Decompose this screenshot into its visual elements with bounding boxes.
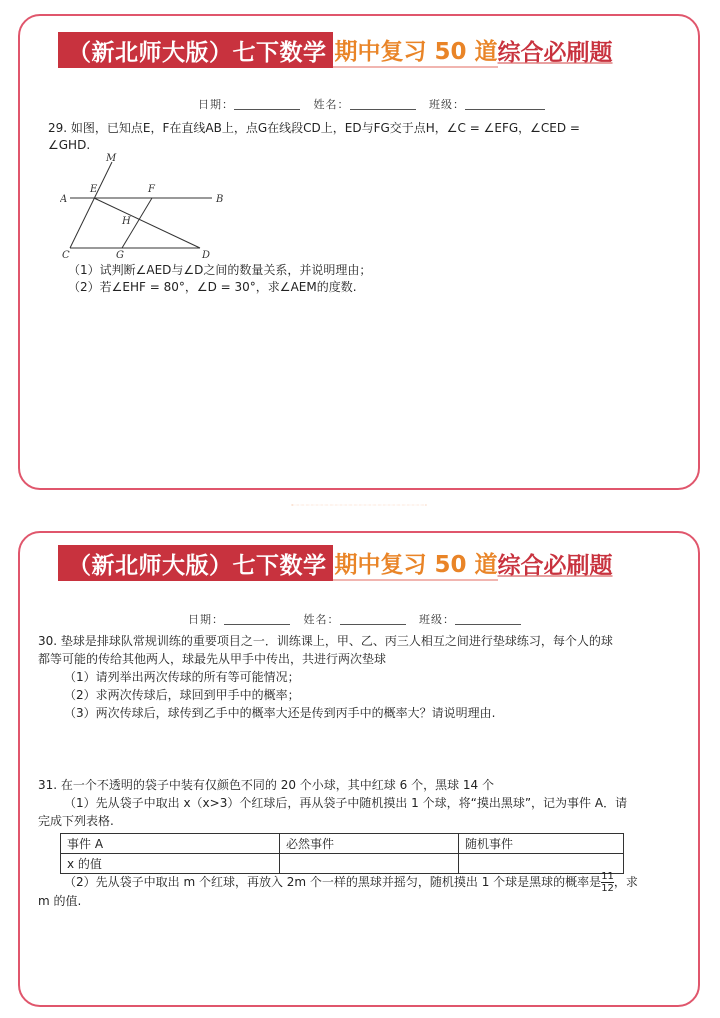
label-M: M [106,153,117,164]
info-line [188,611,521,627]
info-line [198,96,545,112]
name-blank [350,109,416,110]
fraction-denominator: 12 [601,883,614,894]
table-cell: 随机事件 [459,834,624,854]
q31-part1-line2: 完成下列表格. [38,814,114,828]
label-A: A [60,194,68,205]
title-orange-part: 期中复习 50 道 [333,545,498,581]
q31-part2-text: （2）先从袋子中取出 m 个红球，再放入 2m 个一样的黑球并摇匀，随机摸出 1 个球是黑球的概率是 [64,875,602,889]
event-table [60,833,624,874]
title-banner [58,32,662,68]
q29-stem-line2: ∠GHD. [48,138,91,152]
q31-part2-line2: m 的值. [38,894,82,908]
q31-stem-line1: 31. 在一个不透明的袋子中装有仅颜色不同的 20 个小球，其中红球 6 个，黑球 14 个 [38,778,494,792]
q30-part3: （3）两次传球后，球传到乙手中的概率大还是传到丙手中的概率大？请说明理由. [64,706,496,720]
title-crimson-part: 综合必刷题 [497,552,613,579]
section-divider [20,504,698,506]
table-cell: 必然事件 [280,834,459,854]
q30-stem-line2: 都等可能的传给其他两人，球最先从甲手中传出，共进行两次垫球 [38,652,387,666]
date-label: 日期： [198,98,234,111]
name-label: 姓名： [313,98,350,111]
label-E: E [90,184,98,195]
q29-part2: （2）若∠EHF = 80°，∠D = 30°，求∠AEM的度数. [68,280,357,294]
q31-part2-tail: ，求 [613,875,638,889]
label-D: D [202,250,211,261]
class-blank [465,109,545,110]
label-B: B [216,194,224,205]
q29-stem-line1: 29. 如图，已知点E，F在直线AB上，点G在线段CD上，ED与FG交于点H，∠C = ∠EFG，∠CED = [48,121,580,135]
q29-part1: （1）试判断∠AED与∠D之间的数量关系，并说明理由； [68,263,372,277]
probability-fraction [601,871,614,894]
title-red-part: （新北师大版）七下数学 [58,32,333,68]
table-cell: 事件 A [61,834,280,854]
title-red-part: （新北师大版）七下数学 [58,545,333,581]
date-label: 日期： [188,613,224,626]
q31-part2-line1 [64,871,638,894]
title-crimson-part: 综合必刷题 [497,39,613,66]
label-H: H [122,216,131,227]
worksheet-card-2 [18,531,700,1007]
class-label: 班级： [429,98,465,111]
class-blank [455,624,521,625]
label-G: G [116,250,124,261]
table-header-row [61,834,624,854]
worksheet-card-1 [18,14,700,490]
fraction-numerator: 11 [601,871,614,882]
name-label: 姓名： [303,613,340,626]
q29-geometry-figure [60,152,240,264]
q30-part2: （2）求两次传球后，球回到甲手中的概率； [64,688,300,702]
label-C: C [62,250,70,261]
date-blank [224,624,290,625]
title-orange-part: 期中复习 50 道 [333,32,498,68]
date-blank [234,109,300,110]
name-blank [340,624,406,625]
q30-stem-line1: 30. 垫球是排球队常规训练的重要项目之一．训练课上，甲、乙、丙三人相互之间进行垫球练习，每个人的球 [38,634,613,648]
class-label: 班级： [419,613,455,626]
table-cell: x 的值 [61,854,280,874]
q30-part1: （1）请列举出两次传球的所有等可能情况； [64,670,300,684]
title-banner [58,545,662,581]
q31-part1-line1: （1）先从袋子中取出 x（x>3）个红球后，再从袋子中随机摸出 1 个球，将“摸出黑球”，记为事件 A．请 [64,796,628,810]
label-F: F [148,184,155,195]
